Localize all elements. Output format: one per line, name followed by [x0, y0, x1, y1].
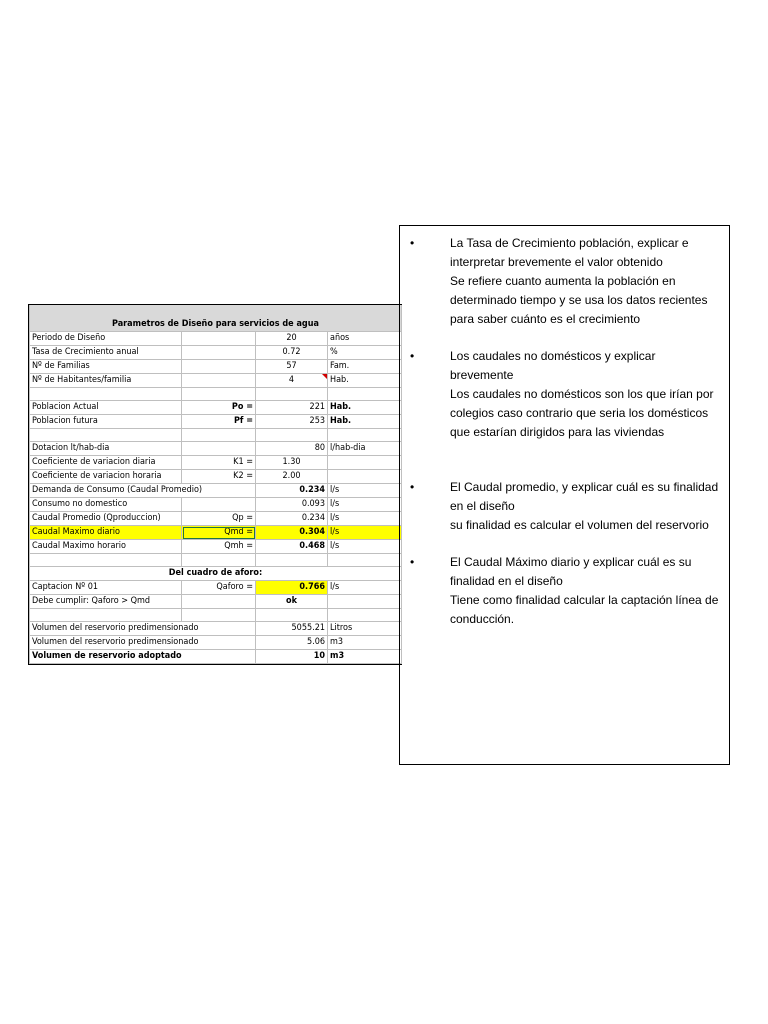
- table-row[interactable]: Consumo no domestico 0.093 l/s: [30, 498, 402, 512]
- note-answer: Tiene como finalidad calcular la captación línea de conducción.: [450, 593, 719, 626]
- note-question: El Caudal Máximo diario y explicar cuál es su finalidad en el diseño: [450, 555, 692, 588]
- table-row[interactable]: Captacion Nº 01 Qaforo = 0.766 l/s: [30, 581, 402, 595]
- bullet-icon: •: [410, 236, 415, 250]
- table-row[interactable]: Poblacion Actual Po = 221 Hab.: [30, 401, 402, 415]
- comment-indicator-cell[interactable]: 4: [256, 374, 328, 388]
- table-row[interactable]: Poblacion futura Pf = 253 Hab.: [30, 415, 402, 429]
- note-answer: su finalidad es calcular el volumen del reservorio: [450, 518, 709, 532]
- table-row[interactable]: Volumen del reservorio predimensionado 5.06 m3: [30, 636, 402, 650]
- note-answer: Los caudales no domésticos son los que irían por colegios caso contrario que seria los domésticos que estarían dirigidos para las viviendas: [450, 387, 714, 439]
- bullet-icon: •: [410, 555, 415, 569]
- note-question: La Tasa de Crecimiento población, explicar e interpretar brevemente el valor obtenido: [450, 236, 689, 269]
- table-row[interactable]: Nº de Familias 57 Fam.: [30, 360, 402, 374]
- notes-panel: [399, 225, 730, 765]
- list-item: [410, 553, 719, 629]
- list-item: [410, 478, 719, 535]
- table-row[interactable]: Volumen de reservorio adoptado 10 m3: [30, 650, 402, 664]
- table-row-highlighted[interactable]: Caudal Maximo diario Qmd = 0.304 l/s: [30, 526, 402, 540]
- table-row[interactable]: Periodo de Diseño 20 años: [30, 332, 402, 346]
- design-parameters-sheet: [28, 304, 402, 665]
- aforo-section-title[interactable]: Del cuadro de aforo:: [30, 567, 402, 581]
- table-row[interactable]: Caudal Promedio (Qproduccion) Qp = 0.234 l/s: [30, 512, 402, 526]
- table-row[interactable]: Demanda de Consumo (Caudal Promedio) 0.234 l/s: [30, 484, 402, 498]
- table-row[interactable]: Nº de Habitantes/familia 4 Hab.: [30, 374, 402, 388]
- table-row[interactable]: [30, 567, 402, 581]
- bullet-icon: •: [410, 349, 415, 363]
- note-question: Los caudales no domésticos y explicar brevemente: [450, 349, 656, 382]
- table-row[interactable]: Dotacion lt/hab-dia 80 l/hab-dia: [30, 442, 402, 456]
- table-row[interactable]: Tasa de Crecimiento anual 0.72 %: [30, 346, 402, 360]
- selected-cell[interactable]: Qmd =: [182, 526, 256, 540]
- sheet-title: Parametros de Diseño para servicios de agua: [30, 305, 402, 332]
- note-answer: Se refiere cuanto aumenta la población en determinado tiempo y se usa los datos recientes para saber cuánto es el crecimiento: [450, 274, 708, 326]
- list-item: [410, 234, 719, 329]
- bullet-icon: •: [410, 480, 415, 494]
- table-row[interactable]: Debe cumplir: Qaforo > Qmd ok: [30, 595, 402, 609]
- table-row[interactable]: Coeficiente de variacion diaria K1 = 1.30: [30, 456, 402, 470]
- table-row[interactable]: Coeficiente de variacion horaria K2 = 2.00: [30, 470, 402, 484]
- table-row[interactable]: Caudal Maximo horario Qmh = 0.468 l/s: [30, 540, 402, 554]
- table-row[interactable]: Volumen del reservorio predimensionado 5055.21 Litros: [30, 622, 402, 636]
- list-item: [410, 347, 719, 442]
- note-question: El Caudal promedio, y explicar cuál es su finalidad en el diseño: [450, 480, 719, 513]
